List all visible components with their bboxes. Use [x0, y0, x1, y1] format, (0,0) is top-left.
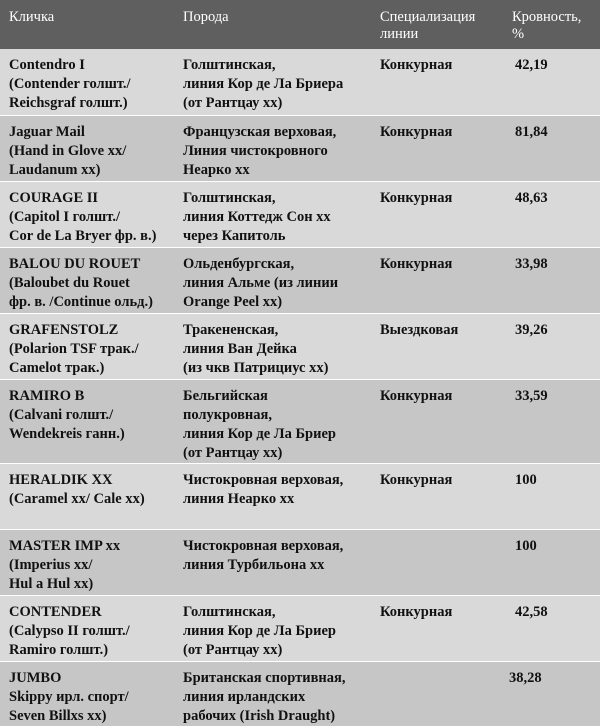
- cell-specialization: Конкурная: [380, 189, 453, 206]
- cell-name: MASTER IMP хх (Imperius хх/ Hul a Hul хх): [9, 537, 121, 592]
- cell-blood-percent: 48,63: [515, 189, 548, 206]
- cell-name: CONTENDER (Calypso II голшт./ Ramiro голшт.): [9, 603, 130, 658]
- table-row: [0, 661, 600, 726]
- cell-blood-percent: 33,98: [515, 255, 548, 272]
- cell-breed: Ольденбургская, линия Альме (из линии Orange Peel хх): [183, 255, 339, 310]
- cell-specialization: [371, 529, 503, 595]
- cell-blood-percent: 39,26: [515, 321, 548, 338]
- cell-specialization: Конкурная: [380, 123, 453, 140]
- cell-name: JUMBO Skippy ирл. спорт/ Seven Billxs хх): [9, 669, 129, 724]
- table-body: [0, 49, 600, 726]
- cell-name: BALOU DU ROUET (Baloubet du Rouet фр. в. /Continue ольд.): [9, 255, 153, 310]
- cell-specialization: Выездковая: [380, 321, 459, 338]
- header-breed: Порода: [183, 9, 229, 25]
- cell-breed: Французская верховая, Линия чистокровного Неарко хх: [183, 123, 337, 178]
- cell-name: GRAFENSTOLZ (Polarion TSF трак./ Camelot трак.): [9, 321, 139, 376]
- table-row: [0, 49, 600, 115]
- table-row: [0, 595, 600, 661]
- cell-name: HERALDIK XX (Caramel хх/ Cale хх): [9, 471, 145, 507]
- cell-breed: Голштинская, линия Кор де Ла Бриер (от Рантцау хх): [183, 603, 336, 658]
- cell-breed: Бельгийская полукровная, линия Кор де Ла Бриер (от Рантцау хх): [183, 387, 336, 461]
- cell-breed: Голштинская, линия Кор де Ла Бриера (от Рантцау хх): [183, 57, 344, 111]
- cell-blood-percent: 42,19: [515, 57, 548, 73]
- cell-breed: Чистокровная верховая, линия Турбильона хх: [183, 537, 344, 573]
- cell-specialization: [371, 661, 503, 726]
- cell-specialization: Конкурная: [380, 255, 453, 272]
- cell-blood-percent: 81,84: [515, 123, 548, 140]
- table-row: [0, 379, 600, 463]
- cell-breed: Чистокровная верховая, линия Неарко хх: [183, 471, 344, 507]
- cell-specialization: Конкурная: [380, 57, 453, 73]
- cell-blood-percent: 100: [515, 537, 537, 554]
- cell-specialization: Конкурная: [380, 471, 453, 488]
- cell-name: Jaguar Mail (Hand in Glove хх/ Laudanum хх): [9, 123, 127, 178]
- header-specialization: Специализация линии: [380, 9, 476, 42]
- cell-name: RAMIRO B (Calvani голшт./ Wendekreis ганн.): [9, 387, 125, 442]
- table-row: [0, 181, 600, 247]
- cell-name: COURAGE II (Capitol I голшт./ Cor de La Bryer фр. в.): [9, 189, 157, 244]
- header-blood-percent: Кровность, %: [512, 9, 582, 42]
- table-row: [0, 115, 600, 181]
- cell-blood-percent: 33,59: [515, 387, 548, 404]
- cell-breed: Голштинская, линия Коттедж Сон хх через Капитоль: [183, 189, 331, 244]
- cell-name: Contendro I (Contender голшт./ Reichsgraf голшт.): [9, 57, 131, 111]
- cell-blood-percent: 38,28: [509, 669, 542, 686]
- cell-breed: Британская спортивная, линия ирландских рабочих (Irish Draught): [183, 669, 346, 724]
- table-row: [0, 463, 600, 529]
- cell-breed: Тракененская, линия Ван Дейка (из чкв Патрициус хх): [183, 321, 329, 376]
- cell-specialization: Конкурная: [380, 603, 453, 620]
- header-row: [0, 0, 600, 49]
- cell-blood-percent: 100: [515, 471, 537, 488]
- table-row: [0, 313, 600, 379]
- table-header: [0, 0, 600, 49]
- cell-specialization: Конкурная: [380, 387, 453, 404]
- table-row: [0, 529, 600, 595]
- cell-blood-percent: 42,58: [515, 603, 548, 620]
- header-name: Кличка: [9, 9, 55, 25]
- table-row: [0, 247, 600, 313]
